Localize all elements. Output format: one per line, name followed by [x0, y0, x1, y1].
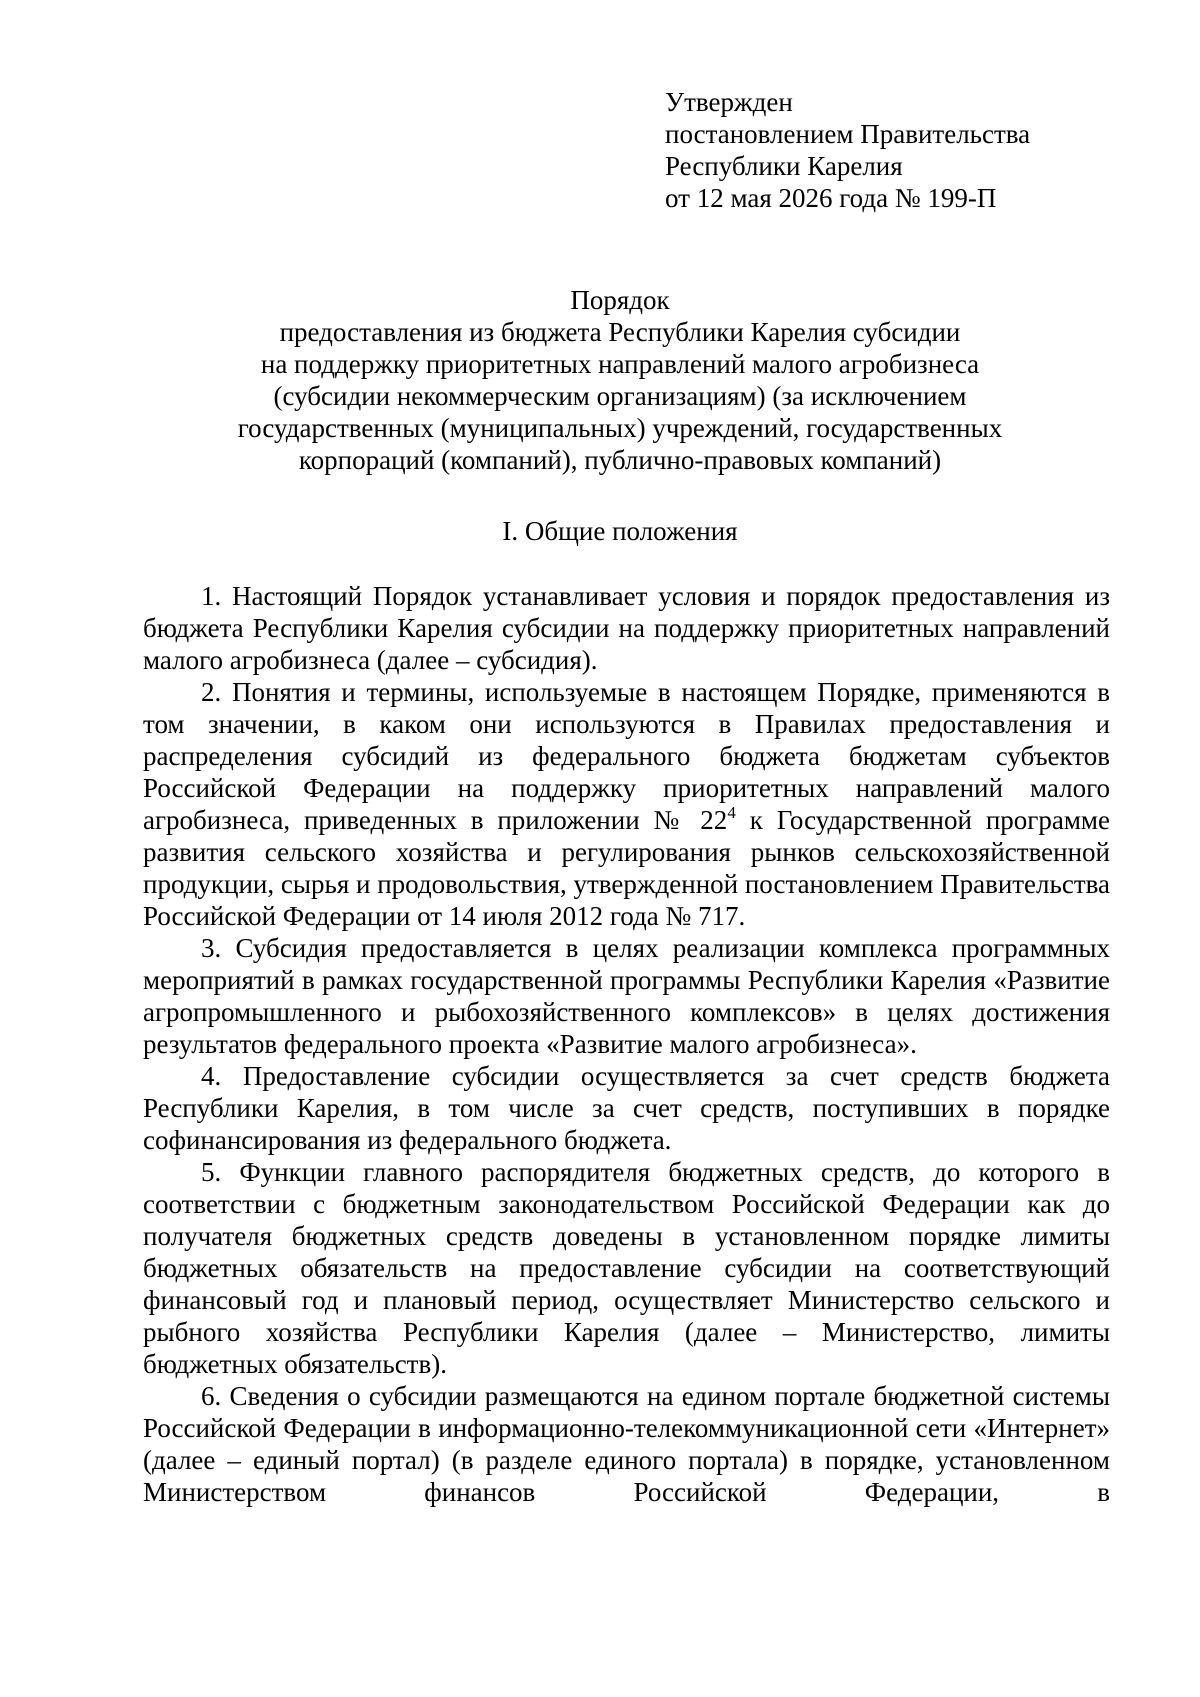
title-line: государственных (муниципальных) учреждений, государственных [237, 413, 1003, 443]
title-line: корпораций (компаний), публично-правовых компаний) [298, 445, 942, 475]
paragraph-2-text-cont: к Государственной программе развития сельского хозяйства и регулирования рынков сельскохозяйственной продукции, сырья и продовольствия, утвержденной постановлением Правительства Российской Федерации от 14 июля 2012 года № 717. [143, 805, 1110, 931]
paragraph-1: 1. Настоящий Порядок устанавливает условия и порядок предоставления из бюджета Республики Карелия субсидии на поддержку приоритетных направлений малого агробизнеса (далее – субсидия). [143, 581, 1110, 675]
title-heading: Порядок [570, 285, 670, 315]
paragraph-3: 3. Субсидия предоставляется в целях реализации комплекса программных мероприятий в рамках государственной программы Республики Карелия «Развитие агропромышленного и рыбохозяйственного комплексов» в целях достижения результатов федерального проекта «Развитие малого агробизнеса». [143, 933, 1110, 1059]
title-line: предоставления из бюджета Республики Карелия субсидии [279, 317, 961, 347]
superscript-index: 4 [727, 803, 736, 822]
approval-line: Утвержден [665, 87, 793, 117]
section-heading: I. Общие положения [502, 516, 738, 546]
approval-block [665, 86, 1030, 214]
document-title [145, 284, 1095, 476]
approval-line: постановлением Правительства [665, 119, 1031, 149]
paragraph-2 [143, 676, 1110, 932]
paragraph-5: 5. Функции главного распорядителя бюджетных средств, до которого в соответствии с бюджетным законодательством Российской Федерации как до получателя бюджетных средств доведены в установленном порядке лимиты бюджетных обязательств на предоставление субсидии на соответствующий финансовый год и плановый период, осуществляет Министерство сельского и рыбного хозяйства Республики Карелия (далее – Министерство, лимиты бюджетных обязательств). [143, 1157, 1110, 1379]
approval-date-line: от 12 мая 2026 года № 199-П [665, 183, 997, 213]
paragraph-2-text: 2. Понятия и термины, используемые в настоящем Порядке, применяются в том значении, в каком они используются в Правилах предоставления и распределения субсидий из федерального бюджета бюджетам субъектов Российской Федерации на поддержку приоритетных направлений малого агробизнеса, приведенных в приложении № 22 [143, 677, 1110, 835]
title-line: (субсидии некоммерческим организациям) (за исключением [273, 381, 967, 411]
paragraph-4: 4. Предоставление субсидии осуществляется за счет средств бюджета Республики Карелия, в том числе за счет средств, поступивших в порядке софинансирования из федерального бюджета. [143, 1061, 1110, 1155]
document-body [143, 580, 1110, 1508]
approval-line: Республики Карелия [665, 151, 903, 181]
paragraph-6: 6. Сведения о субсидии размещаются на едином портале бюджетной системы Российской Федерации в информационно-телекоммуникационной сети «Интернет» (далее – единый портал) (в разделе единого портала) в порядке, установленном Министерством финансов Российской Федерации, в [143, 1381, 1110, 1507]
title-line: на поддержку приоритетных направлений малого агробизнеса [260, 349, 980, 379]
